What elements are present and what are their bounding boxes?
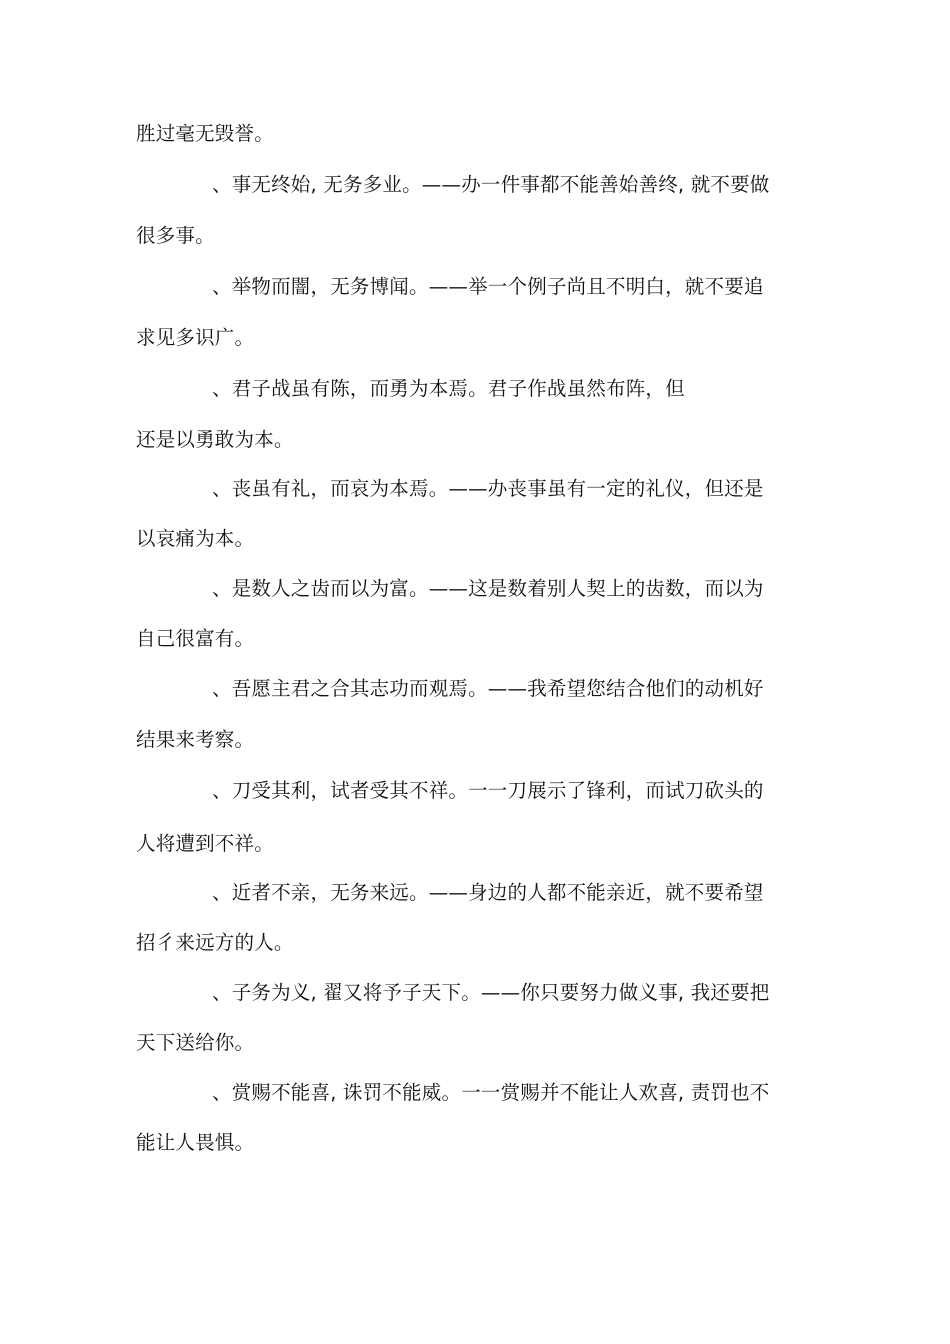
text-line: 求见多识广。: [136, 326, 255, 349]
text-line: 以哀痛为本。: [136, 527, 255, 550]
text-line: 天下送给你。: [136, 1031, 255, 1054]
text-line: 、近者不亲，无务来远。——身边的人都不能亲近，就不要希望: [212, 881, 764, 904]
text-line: 招彳来远方的人。: [136, 931, 294, 954]
text-line: 还是以勇敢为本。: [136, 428, 294, 451]
text-line: 、举物而闇，无务博闻。——举一个例子尚且不明白，就不要追: [212, 275, 764, 298]
text-line: 能让人畏惧。: [136, 1131, 255, 1154]
text-line: 、事无终始, 无务多业。——办一件事都不能善始善终, 就不要做: [212, 173, 770, 196]
text-line: 很多事。: [136, 224, 215, 247]
text-line: 人将遭到不祥。: [136, 832, 274, 855]
text-line: 、子务为义, 翟又将予子天下。——你只要努力做义事, 我还要把: [212, 981, 770, 1004]
text-line: 自己很富有。: [136, 627, 255, 650]
text-line: 结果来考察。: [136, 728, 255, 751]
text-line: 、丧虽有礼，而哀为本焉。——办丧事虽有一定的礼仪，但还是: [212, 477, 764, 500]
text-line: 、刀受其利，试者受其不祥。一一刀展示了锋利，而试刀砍头的: [212, 779, 764, 802]
text-line: 、君子战虽有陈，而勇为本焉。君子作战虽然布阵，但: [212, 377, 685, 400]
text-line: 、赏赐不能喜, 诛罚不能威。一一赏赐并不能让人欢喜, 责罚也不: [212, 1081, 770, 1104]
text-line: 胜过毫无毁誉。: [136, 122, 274, 145]
text-line: 、是数人之齿而以为富。——这是数着别人契上的齿数，而以为: [212, 577, 764, 600]
text-line: 、吾愿主君之合其志功而观焉。——我希望您结合他们的动机好: [212, 677, 764, 700]
